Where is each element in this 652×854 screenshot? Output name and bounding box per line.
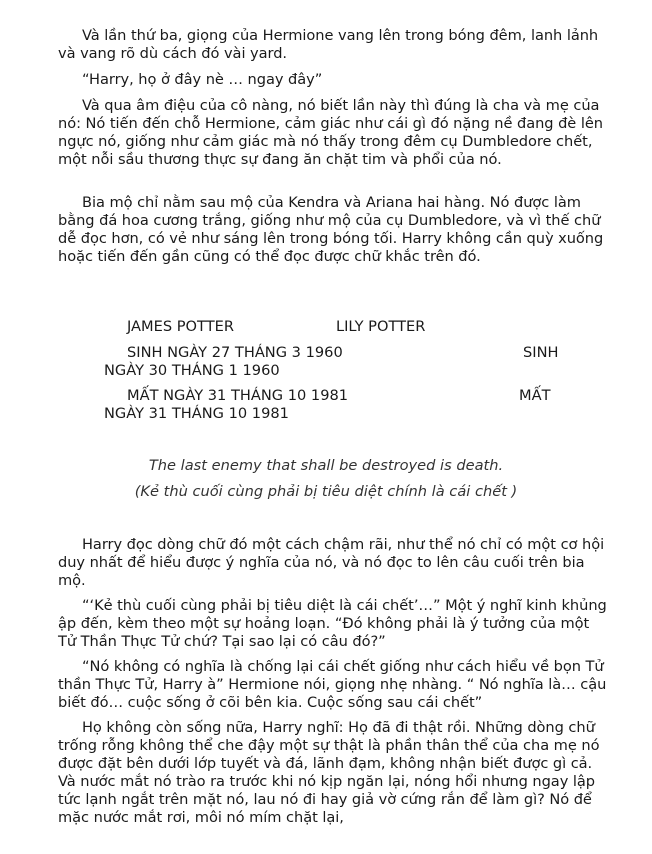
tomb-name-lily: LILY POTTER	[336, 318, 426, 335]
tomb-died-label-lily: MẤT	[519, 387, 551, 404]
tomb-born-label-lily: SINH	[523, 344, 559, 361]
paragraph-1: Và lần thứ ba, giọng của Hermione vang lên trong bóng đêm, lanh lảnh và vang rõ dù cách đó vài yard.	[58, 27, 599, 62]
paragraph-8: Họ không còn sống nữa, Harry nghĩ: Họ đã đi thật rồi. Những dòng chữ trống rỗng không thể che đậy một sự thật là phần thân thể của cha mẹ nó được đặt bên dưới lớp tuyết và đá, lãnh đạm, không nhận biết được gì cả. Và nước mắt nó trào ra trước khi nó kịp ngăn lại, nóng hổi nhưng ngay lập tức lạnh ngắt trên mặt nó, lau nó đi hay giả vờ cứng rắn để làm gì? Nó để mặc nước mắt rơi, môi nó mím chặt lại,	[58, 719, 600, 826]
paragraph-3: Và qua âm điệu của cô nàng, nó biết lần này thì đúng là cha và mẹ của nó: Nó tiến đến chỗ Hermione, cảm giác như cái gì đó nặng nề đang đè lên ngực nó, giống như cảm giác mà nó thấy trong đêm cụ Dumbledore chết, một nỗi sầu thương thực sự đang ăn chặt tim và phổi của nó.	[58, 97, 603, 168]
paragraph-2: “Harry, họ ở đây nè … ngay đây”	[82, 71, 323, 88]
paragraph-7: “Nó không có nghĩa là chống lại cái chết giống như cách hiểu về bọn Tử thần Thực Tử, Harry à” Hermione nói, giọng nhẹ nhàng. “ Nó nghĩa là… cậu biết đó… cuộc sống ở cõi bên kia. Cuộc sống sau cái chết”	[58, 658, 607, 711]
tomb-died-james: MẤT NGÀY 31 THÁNG 10 1981	[127, 387, 349, 404]
epitaph-english: The last enemy that shall be destroyed is death.	[148, 457, 504, 474]
tomb-died-lily: NGÀY 31 THÁNG 10 1981	[104, 405, 289, 422]
tomb-name-james: JAMES POTTER	[127, 318, 234, 335]
paragraph-5: Harry đọc dòng chữ đó một cách chậm rãi, như thể nó chỉ có một cơ hội duy nhất để hiểu được ý nghĩa của nó, và nó đọc to lên câu cuối trên bia mộ.	[58, 536, 605, 589]
paragraph-4: Bia mộ chỉ nằm sau mộ của Kendra và Ariana hai hàng. Nó được làm bằng đá hoa cương trắng, giống như mộ của cụ Dumbledore, và vì thế chữ dễ đọc hơn, có vẻ như sáng lên trong bóng tối. Harry không cần quỳ xuống hoặc tiến đến gần cũng có thể đọc được chữ khắc trên đó.	[58, 194, 604, 265]
paragraph-6: “‘Kẻ thù cuối cùng phải bị tiêu diệt là cái chết’…” Một ý nghĩ kinh khủng ập đến, kèm theo một sự hoảng loạn. “Đó không phải là ý tưởng của một Tử Thần Thực Tử chứ? Tại sao lại có câu đó?”	[58, 597, 607, 650]
tomb-born-lily: NGÀY 30 THÁNG 1 1960	[104, 362, 280, 379]
tomb-born-james: SINH NGÀY 27 THÁNG 3 1960	[127, 344, 343, 361]
epitaph-vietnamese: (Kẻ thù cuối cùng phải bị tiêu diệt chính là cái chết )	[134, 483, 518, 500]
